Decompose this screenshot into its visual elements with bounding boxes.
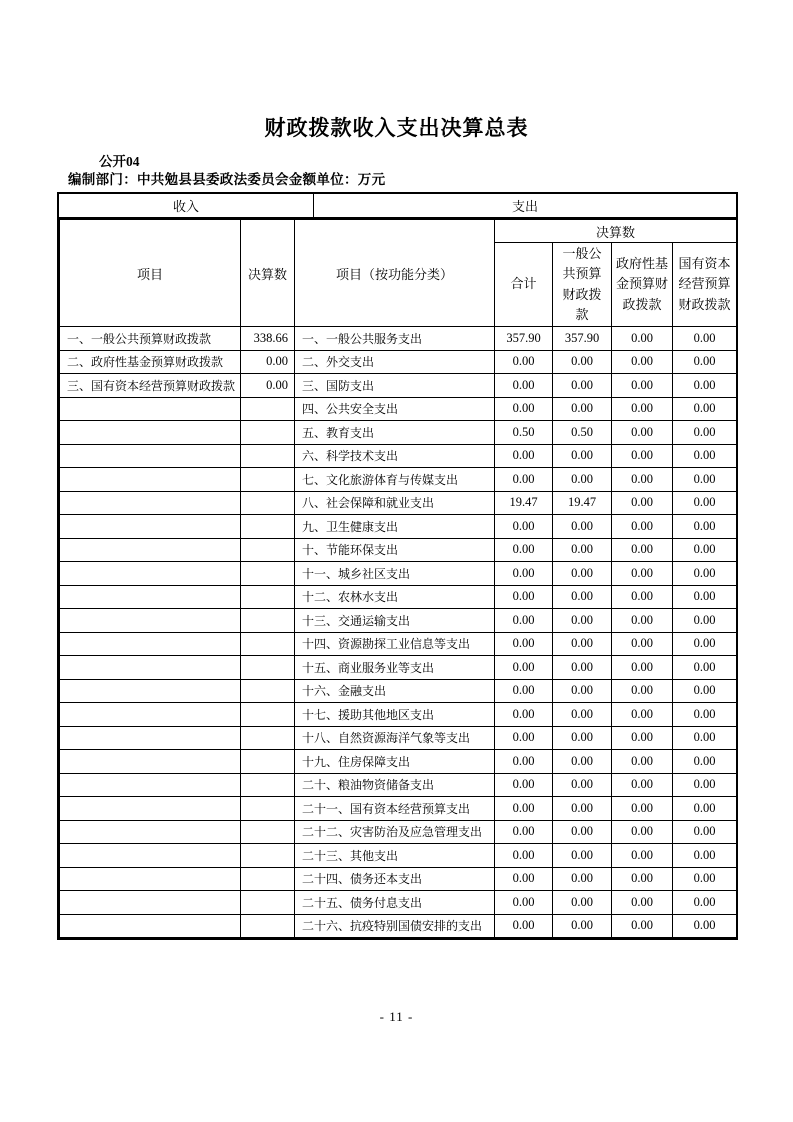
income-section-header: 收入	[59, 194, 314, 217]
exp-item-cell: 八、社会保障和就业支出	[295, 491, 495, 515]
general-budget-cell: 0.00	[553, 515, 612, 539]
income-item-cell	[60, 891, 241, 915]
general-budget-cell: 0.00	[553, 703, 612, 727]
gov-fund-cell: 0.00	[612, 867, 673, 891]
exp-item-cell: 十二、农林水支出	[295, 585, 495, 609]
table-row	[60, 703, 737, 727]
col-header-income-value: 决算数	[241, 220, 295, 327]
gov-fund-cell: 0.00	[612, 397, 673, 421]
total-cell: 0.00	[495, 656, 553, 680]
income-value-cell	[241, 679, 295, 703]
income-item-cell	[60, 703, 241, 727]
income-value-cell	[241, 891, 295, 915]
gov-fund-cell: 0.00	[612, 797, 673, 821]
income-value-cell	[241, 538, 295, 562]
table-row	[60, 914, 737, 938]
exp-item-cell: 二十一、国有资本经营预算支出	[295, 797, 495, 821]
state-capital-cell: 0.00	[673, 421, 737, 445]
exp-item-cell: 十一、城乡社区支出	[295, 562, 495, 586]
general-budget-cell: 0.00	[553, 656, 612, 680]
state-capital-cell: 0.00	[673, 703, 737, 727]
gov-fund-cell: 0.00	[612, 515, 673, 539]
income-item-cell	[60, 562, 241, 586]
exp-item-cell: 七、文化旅游体育与传媒支出	[295, 468, 495, 492]
gov-fund-cell: 0.00	[612, 632, 673, 656]
income-item-cell	[60, 656, 241, 680]
income-item-cell	[60, 585, 241, 609]
income-value-cell	[241, 515, 295, 539]
table-row	[60, 491, 737, 515]
total-cell: 0.00	[495, 397, 553, 421]
table-row	[60, 515, 737, 539]
total-cell: 0.00	[495, 468, 553, 492]
income-value-cell: 338.66	[241, 327, 295, 351]
table-row	[60, 421, 737, 445]
general-budget-cell: 0.00	[553, 609, 612, 633]
gov-fund-cell: 0.00	[612, 773, 673, 797]
col-header-state-capital: 国有资本经营预算财政拨款	[673, 243, 737, 327]
table-row	[60, 632, 737, 656]
state-capital-cell: 0.00	[673, 585, 737, 609]
general-budget-cell: 0.00	[553, 350, 612, 374]
exp-item-cell: 二十四、债务还本支出	[295, 867, 495, 891]
income-item-cell	[60, 844, 241, 868]
exp-item-cell: 二十六、抗疫特别国债安排的支出	[295, 914, 495, 938]
income-value-cell	[241, 750, 295, 774]
state-capital-cell: 0.00	[673, 374, 737, 398]
state-capital-cell: 0.00	[673, 797, 737, 821]
total-cell: 0.00	[495, 844, 553, 868]
gov-fund-cell: 0.00	[612, 750, 673, 774]
exp-item-cell: 十、节能环保支出	[295, 538, 495, 562]
income-value-cell	[241, 444, 295, 468]
general-budget-cell: 0.00	[553, 773, 612, 797]
general-budget-cell: 0.00	[553, 444, 612, 468]
table-row	[60, 468, 737, 492]
table-row	[60, 679, 737, 703]
income-item-cell	[60, 515, 241, 539]
total-cell: 0.00	[495, 797, 553, 821]
general-budget-cell: 0.00	[553, 914, 612, 938]
income-item-cell	[60, 444, 241, 468]
page-number: - 11 -	[379, 1009, 414, 1024]
column-header-row-1	[60, 220, 737, 243]
income-value-cell	[241, 421, 295, 445]
exp-item-cell: 二十五、债务付息支出	[295, 891, 495, 915]
income-item-cell	[60, 750, 241, 774]
gov-fund-cell: 0.00	[612, 374, 673, 398]
state-capital-cell: 0.00	[673, 397, 737, 421]
table-row	[60, 773, 737, 797]
total-cell: 357.90	[495, 327, 553, 351]
col-header-total: 合计	[495, 243, 553, 327]
state-capital-cell: 0.00	[673, 350, 737, 374]
income-item-cell: 三、国有资本经营预算财政拨款	[60, 374, 241, 398]
income-item-cell	[60, 397, 241, 421]
table-row	[60, 726, 737, 750]
general-budget-cell: 0.00	[553, 726, 612, 750]
income-item-cell	[60, 773, 241, 797]
exp-item-cell: 二十三、其他支出	[295, 844, 495, 868]
table-row	[60, 750, 737, 774]
general-budget-cell: 0.00	[553, 562, 612, 586]
income-value-cell	[241, 820, 295, 844]
gov-fund-cell: 0.00	[612, 820, 673, 844]
total-cell: 0.00	[495, 750, 553, 774]
table-row	[60, 444, 737, 468]
income-value-cell	[241, 609, 295, 633]
state-capital-cell: 0.00	[673, 891, 737, 915]
exp-item-cell: 十七、援助其他地区支出	[295, 703, 495, 727]
exp-item-cell: 十四、资源勘探工业信息等支出	[295, 632, 495, 656]
general-budget-cell: 0.00	[553, 750, 612, 774]
total-cell: 0.50	[495, 421, 553, 445]
total-cell: 0.00	[495, 350, 553, 374]
general-budget-cell: 0.00	[553, 632, 612, 656]
gov-fund-cell: 0.00	[612, 327, 673, 351]
exp-item-cell: 九、卫生健康支出	[295, 515, 495, 539]
total-cell: 0.00	[495, 820, 553, 844]
income-value-cell	[241, 703, 295, 727]
col-header-gov-fund: 政府性基金预算财政拨款	[612, 243, 673, 327]
general-budget-cell: 0.00	[553, 538, 612, 562]
gov-fund-cell: 0.00	[612, 656, 673, 680]
expenditure-section-header: 支出	[511, 199, 538, 214]
income-value-cell	[241, 491, 295, 515]
state-capital-cell: 0.00	[673, 867, 737, 891]
gov-fund-cell: 0.00	[612, 444, 673, 468]
state-capital-cell: 0.00	[673, 632, 737, 656]
income-item-cell: 二、政府性基金预算财政拨款	[60, 350, 241, 374]
table-row	[60, 656, 737, 680]
total-cell: 0.00	[495, 679, 553, 703]
gov-fund-cell: 0.00	[612, 350, 673, 374]
total-cell: 19.47	[495, 491, 553, 515]
table-row	[60, 797, 737, 821]
col-header-income-item: 项目	[60, 220, 241, 327]
state-capital-cell: 0.00	[673, 468, 737, 492]
total-cell: 0.00	[495, 444, 553, 468]
total-cell: 0.00	[495, 703, 553, 727]
income-value-cell	[241, 585, 295, 609]
general-budget-cell: 0.00	[553, 867, 612, 891]
general-budget-cell: 0.00	[553, 374, 612, 398]
total-cell: 0.00	[495, 609, 553, 633]
gov-fund-cell: 0.00	[612, 914, 673, 938]
income-item-cell	[60, 538, 241, 562]
general-budget-cell: 0.00	[553, 820, 612, 844]
state-capital-cell: 0.00	[673, 844, 737, 868]
prepared-by-line: 编制部门：中共勉县县委政法委员会金额单位：万元	[68, 172, 386, 187]
state-capital-cell: 0.00	[673, 491, 737, 515]
exp-item-cell: 二十二、灾害防治及应急管理支出	[295, 820, 495, 844]
total-cell: 0.00	[495, 867, 553, 891]
table-row	[60, 327, 737, 351]
table-row	[60, 562, 737, 586]
income-item-cell	[60, 820, 241, 844]
state-capital-cell: 0.00	[673, 327, 737, 351]
gov-fund-cell: 0.00	[612, 421, 673, 445]
income-value-cell	[241, 914, 295, 938]
general-budget-cell: 0.00	[553, 797, 612, 821]
table-row	[60, 609, 737, 633]
table-row	[60, 538, 737, 562]
page-title: 财政拨款收入支出决算总表	[264, 116, 529, 140]
state-capital-cell: 0.00	[673, 820, 737, 844]
col-header-exp-item: 项目（按功能分类）	[295, 220, 495, 327]
total-cell: 0.00	[495, 773, 553, 797]
income-value-cell: 0.00	[241, 350, 295, 374]
table-row	[60, 350, 737, 374]
accounts-table	[59, 219, 737, 938]
income-item-cell	[60, 867, 241, 891]
state-capital-cell: 0.00	[673, 914, 737, 938]
gov-fund-cell: 0.00	[612, 726, 673, 750]
total-cell: 0.00	[495, 726, 553, 750]
exp-item-cell: 一、一般公共服务支出	[295, 327, 495, 351]
total-cell: 0.00	[495, 562, 553, 586]
income-item-cell	[60, 491, 241, 515]
general-budget-cell: 0.00	[553, 679, 612, 703]
exp-item-cell: 十三、交通运输支出	[295, 609, 495, 633]
table-row	[60, 374, 737, 398]
income-item-cell	[60, 797, 241, 821]
gov-fund-cell: 0.00	[612, 538, 673, 562]
general-budget-cell: 0.50	[553, 421, 612, 445]
general-budget-cell: 0.00	[553, 468, 612, 492]
income-value-cell	[241, 632, 295, 656]
gov-fund-cell: 0.00	[612, 491, 673, 515]
general-budget-cell: 0.00	[553, 891, 612, 915]
exp-item-cell: 十八、自然资源海洋气象等支出	[295, 726, 495, 750]
table-row	[60, 891, 737, 915]
income-item-cell	[60, 726, 241, 750]
state-capital-cell: 0.00	[673, 656, 737, 680]
income-value-cell	[241, 773, 295, 797]
total-cell: 0.00	[495, 632, 553, 656]
exp-item-cell: 三、国防支出	[295, 374, 495, 398]
total-cell: 0.00	[495, 891, 553, 915]
total-cell: 0.00	[495, 914, 553, 938]
gov-fund-cell: 0.00	[612, 703, 673, 727]
income-value-cell	[241, 726, 295, 750]
gov-fund-cell: 0.00	[612, 679, 673, 703]
table-row	[60, 867, 737, 891]
doc-code: 公开04	[99, 154, 140, 169]
exp-item-cell: 十九、住房保障支出	[295, 750, 495, 774]
income-item-cell	[60, 468, 241, 492]
table-body	[60, 327, 737, 938]
income-item-cell	[60, 914, 241, 938]
col-header-general-budget: 一般公共预算财政拨款	[553, 243, 612, 327]
total-cell: 0.00	[495, 374, 553, 398]
income-item-cell	[60, 421, 241, 445]
table-row	[60, 397, 737, 421]
general-budget-cell: 357.90	[553, 327, 612, 351]
income-item-cell: 一、一般公共预算财政拨款	[60, 327, 241, 351]
income-value-cell	[241, 562, 295, 586]
gov-fund-cell: 0.00	[612, 468, 673, 492]
income-value-cell	[241, 468, 295, 492]
exp-item-cell: 二十、粮油物资储备支出	[295, 773, 495, 797]
exp-item-cell: 二、外交支出	[295, 350, 495, 374]
exp-item-cell: 四、公共安全支出	[295, 397, 495, 421]
table-row	[60, 585, 737, 609]
table-row	[60, 844, 737, 868]
section-header-row	[59, 194, 736, 219]
income-value-cell	[241, 656, 295, 680]
state-capital-cell: 0.00	[673, 515, 737, 539]
income-value-cell	[241, 844, 295, 868]
general-budget-cell: 19.47	[553, 491, 612, 515]
income-item-cell	[60, 679, 241, 703]
state-capital-cell: 0.00	[673, 773, 737, 797]
gov-fund-cell: 0.00	[612, 562, 673, 586]
exp-item-cell: 十六、金融支出	[295, 679, 495, 703]
state-capital-cell: 0.00	[673, 538, 737, 562]
table-row	[60, 820, 737, 844]
income-value-cell: 0.00	[241, 374, 295, 398]
exp-item-cell: 五、教育支出	[295, 421, 495, 445]
state-capital-cell: 0.00	[673, 609, 737, 633]
col-header-final-accounts: 决算数	[495, 220, 737, 243]
accounts-table-wrapper	[57, 192, 738, 940]
gov-fund-cell: 0.00	[612, 585, 673, 609]
gov-fund-cell: 0.00	[612, 891, 673, 915]
state-capital-cell: 0.00	[673, 726, 737, 750]
general-budget-cell: 0.00	[553, 585, 612, 609]
income-value-cell	[241, 867, 295, 891]
income-value-cell	[241, 397, 295, 421]
state-capital-cell: 0.00	[673, 679, 737, 703]
income-item-cell	[60, 609, 241, 633]
income-value-cell	[241, 797, 295, 821]
general-budget-cell: 0.00	[553, 844, 612, 868]
total-cell: 0.00	[495, 585, 553, 609]
state-capital-cell: 0.00	[673, 750, 737, 774]
gov-fund-cell: 0.00	[612, 609, 673, 633]
income-item-cell	[60, 632, 241, 656]
exp-item-cell: 六、科学技术支出	[295, 444, 495, 468]
exp-item-cell: 十五、商业服务业等支出	[295, 656, 495, 680]
total-cell: 0.00	[495, 515, 553, 539]
state-capital-cell: 0.00	[673, 562, 737, 586]
total-cell: 0.00	[495, 538, 553, 562]
gov-fund-cell: 0.00	[612, 844, 673, 868]
general-budget-cell: 0.00	[553, 397, 612, 421]
state-capital-cell: 0.00	[673, 444, 737, 468]
